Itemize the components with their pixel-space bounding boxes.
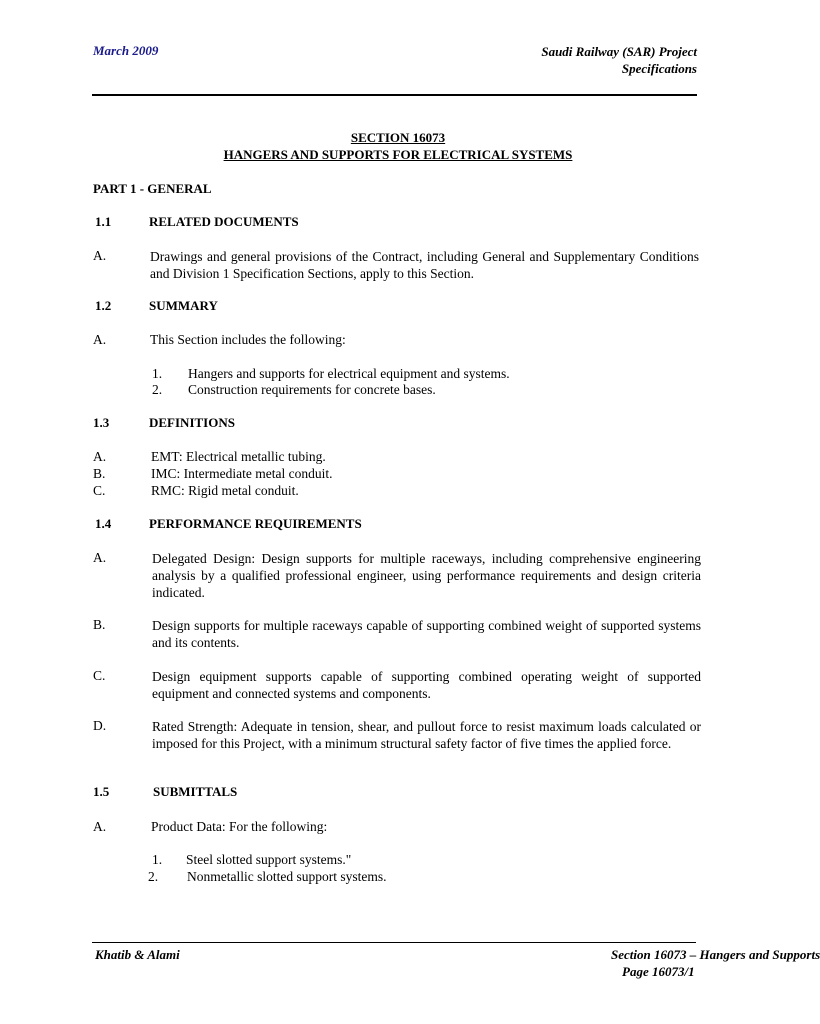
list-item: Nonmetallic slotted support systems.: [187, 869, 387, 884]
list-item: Hangers and supports for electrical equipment and systems.: [188, 366, 510, 381]
performance-paragraph: Delegated Design: Design supports for multiple raceways, including comprehensive engineering analysis by a qualified professional engineer, using performance requirements and design criteria indicated.: [152, 551, 701, 600]
header-rule: [92, 94, 697, 96]
paragraph-letter: D.: [93, 718, 107, 733]
part-heading: PART 1 - GENERAL: [93, 181, 212, 196]
list-item: Steel slotted support systems.": [186, 852, 352, 867]
header-date: March 2009: [93, 43, 159, 58]
list-number: 2.: [148, 869, 159, 884]
article-number-1-3: 1.3: [93, 415, 110, 430]
definition-letter: C.: [93, 483, 106, 498]
definition-item: EMT: Electrical metallic tubing.: [151, 449, 326, 464]
submittals-intro: Product Data: For the following:: [151, 819, 328, 834]
article-number-1-4: 1.4: [95, 516, 112, 531]
paragraph-letter: B.: [93, 617, 106, 632]
paragraph-letter: C.: [93, 668, 106, 683]
definition-item: IMC: Intermediate metal conduit.: [151, 466, 333, 481]
performance-paragraph: Design equipment supports capable of supporting combined operating weight of supported equipment and connected systems and components.: [152, 669, 701, 701]
article-number-1-5: 1.5: [93, 784, 110, 799]
definition-letter: B.: [93, 466, 106, 481]
section-number: SECTION 16073: [350, 130, 446, 145]
footer-page: Page 16073/1: [622, 964, 695, 979]
article-number-1-1: 1.1: [95, 214, 112, 229]
list-number: 2.: [152, 382, 163, 397]
article-title-summary: SUMMARY: [149, 298, 218, 313]
footer-section-ref: Section 16073 – Hangers and Supports: [611, 947, 820, 962]
article-title-definitions: DEFINITIONS: [149, 415, 235, 430]
footer-company: Khatib & Alami: [95, 947, 180, 962]
summary-intro: This Section includes the following:: [150, 332, 346, 347]
related-documents-text: Drawings and general provisions of the Contract, including General and Supplementary Conditions and Division 1 Specification Sections, apply to this Section.: [150, 249, 699, 281]
paragraph-letter: A.: [93, 819, 107, 834]
paragraph-letter: A.: [93, 248, 107, 263]
section-title: HANGERS AND SUPPORTS FOR ELECTRICAL SYSTEMS: [223, 147, 573, 162]
paragraph-letter: A.: [93, 550, 107, 565]
list-item: Construction requirements for concrete bases.: [188, 382, 436, 397]
list-number: 1.: [152, 366, 163, 381]
article-title-performance-requirements: PERFORMANCE REQUIREMENTS: [149, 516, 362, 531]
definition-item: RMC: Rigid metal conduit.: [151, 483, 299, 498]
header-project: Saudi Railway (SAR) Project: [541, 44, 697, 59]
list-number: 1.: [152, 852, 163, 867]
footer-rule: [92, 942, 696, 943]
header-doc-type: Specifications: [621, 61, 697, 76]
header-project-block: [541, 43, 697, 77]
paragraph-letter: A.: [93, 332, 107, 347]
article-number-1-2: 1.2: [95, 298, 112, 313]
performance-paragraph: Rated Strength: Adequate in tension, shear, and pullout force to resist maximum loads calculated or imposed for this Project, with a minimum structural safety factor of five times the applied force.: [152, 719, 701, 751]
performance-paragraph: Design supports for multiple raceways capable of supporting combined weight of supported systems and its contents.: [152, 618, 701, 650]
definition-letter: A.: [93, 449, 107, 464]
article-title-related-documents: RELATED DOCUMENTS: [149, 214, 299, 229]
article-title-submittals: SUBMITTALS: [153, 784, 238, 799]
